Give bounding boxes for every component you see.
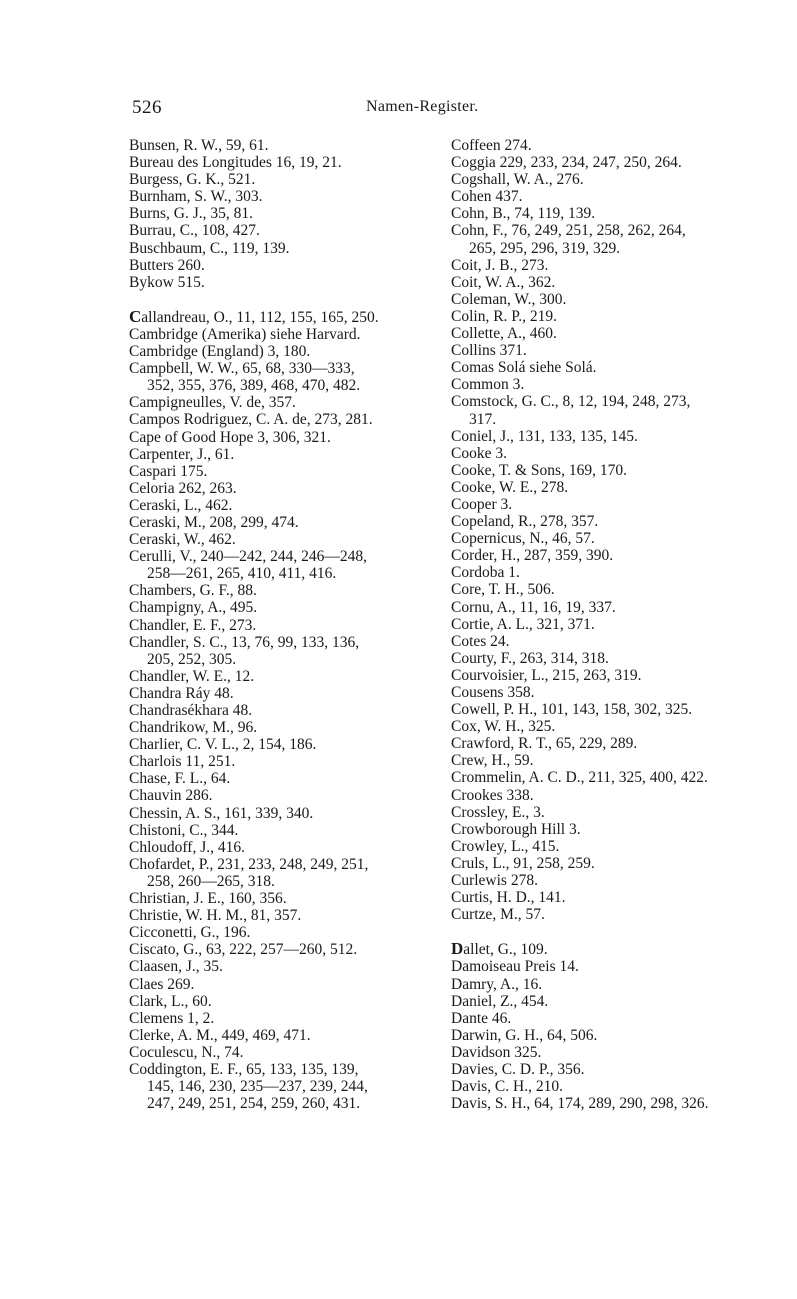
index-entry-line: Clemens 1, 2. — [129, 1009, 215, 1027]
section-initial: C — [129, 306, 142, 326]
index-entry-line: Bykow 515. — [129, 273, 205, 291]
index-entry-line: Davies, C. D. P., 356. — [451, 1060, 585, 1078]
index-entry — [451, 1044, 766, 1061]
index-entry — [451, 222, 766, 256]
index-entry-line: 265, 295, 296, 319, 329. — [469, 239, 621, 257]
index-entry-line: Cortie, A. L., 321, 371. — [451, 615, 595, 633]
index-entry — [129, 634, 444, 668]
index-entry — [451, 154, 766, 171]
index-entry — [451, 769, 766, 786]
index-entry-line: Curtis, H. D., 141. — [451, 889, 566, 907]
index-entry — [129, 531, 444, 548]
index-entry-line: Cordoba 1. — [451, 564, 520, 582]
index-entry — [451, 1078, 766, 1095]
index-entry-line: Claasen, J., 35. — [129, 958, 223, 976]
index-entry — [129, 1027, 444, 1044]
index-entry — [129, 856, 444, 890]
index-entry-line: Campigneulles, V. de, 357. — [129, 394, 296, 412]
index-entry — [451, 906, 766, 923]
index-entry — [129, 188, 444, 205]
index-entry-line: Chandra Ráy 48. — [129, 684, 234, 702]
index-entry — [129, 941, 444, 958]
index-entry — [129, 394, 444, 411]
index-entry-line: Courty, F., 263, 314, 318. — [451, 649, 609, 667]
index-entry — [451, 1010, 766, 1027]
index-entry — [451, 479, 766, 496]
index-entry — [129, 736, 444, 753]
index-entry-line: Caspari 175. — [129, 462, 208, 480]
index-entry-line: Cicconetti, G., 196. — [129, 924, 251, 942]
index-entry-line: Ceraski, W., 462. — [129, 531, 236, 549]
index-entry-line: Davis, S. H., 64, 174, 289, 290, 298, 326. — [451, 1095, 709, 1113]
index-entry-line: Chandrikow, M., 96. — [129, 719, 258, 737]
index-entry-line: Bunsen, R. W., 59, 61. — [129, 137, 269, 154]
index-entry-line: Charlier, C. V. L., 2, 154, 186. — [129, 736, 317, 754]
index-entry — [129, 343, 444, 360]
index-entry — [129, 890, 444, 907]
index-entry — [129, 308, 444, 326]
index-entry-line: Champigny, A., 495. — [129, 599, 258, 617]
index-entry-line: Common 3. — [451, 376, 525, 394]
index-entry-line: Cohn, B., 74, 119, 139. — [451, 205, 596, 223]
index-entry — [129, 668, 444, 685]
index-entry — [129, 1010, 444, 1027]
index-entry-line: Cape of Good Hope 3, 306, 321. — [129, 428, 331, 446]
index-entry-line: Cambridge (Amerika) siehe Harvard. — [129, 325, 361, 343]
index-entry-line: Crawford, R. T., 65, 229, 289. — [451, 735, 638, 753]
index-entry — [129, 1044, 444, 1061]
index-entry-line: Campos Rodriguez, C. A. de, 273, 281. — [129, 411, 373, 429]
index-entry — [451, 137, 766, 154]
index-entry — [129, 548, 444, 582]
index-entry-line: Chofardet, P., 231, 233, 248, 249, 251, — [129, 855, 369, 873]
index-entry-line: Davis, C. H., 210. — [451, 1078, 563, 1096]
index-entry-line: 317. — [469, 410, 497, 428]
index-entry — [129, 617, 444, 634]
index-entry — [129, 993, 444, 1010]
index-entry-line: Dallet, G., 109. — [451, 939, 548, 959]
index-entry-line: Chessin, A. S., 161, 339, 340. — [129, 804, 314, 822]
index-entry — [451, 513, 766, 530]
index-entry — [451, 342, 766, 359]
index-entry-line: Ceraski, L., 462. — [129, 496, 233, 514]
index-entry — [451, 393, 766, 427]
index-entry-line: Cohn, F., 76, 249, 251, 258, 262, 264, — [451, 222, 686, 240]
index-entry-line: Charlois 11, 251. — [129, 753, 236, 771]
index-entry-line: Courvoisier, L., 215, 263, 319. — [451, 666, 642, 684]
running-head: Namen-Register. — [366, 98, 479, 115]
index-entry — [451, 958, 766, 975]
index-entry-line: Ciscato, G., 63, 222, 257—260, 512. — [129, 941, 358, 959]
index-entry-line: Copeland, R., 278, 357. — [451, 513, 599, 531]
index-entry-line: 258—261, 265, 410, 411, 416. — [147, 565, 337, 583]
index-entry-line: Coleman, W., 300. — [451, 290, 567, 308]
index-entry-line: Chandler, E. F., 273. — [129, 616, 257, 634]
index-entry — [451, 359, 766, 376]
index-entry-line: Butters 260. — [129, 256, 205, 274]
index-entry — [129, 685, 444, 702]
index-entry — [129, 360, 444, 394]
index-entry — [451, 257, 766, 274]
index-entry — [129, 1061, 444, 1112]
index-entry — [451, 940, 766, 958]
index-entry-line: Crossley, E., 3. — [451, 803, 545, 821]
index-column-right — [451, 137, 766, 1112]
index-entry-line: Burnham, S. W., 303. — [129, 188, 263, 206]
index-entry-line: Cerulli, V., 240—242, 244, 246—248, — [129, 548, 367, 566]
index-entry — [451, 718, 766, 735]
index-entry — [451, 547, 766, 564]
index-entry — [451, 171, 766, 188]
page-number: 526 — [132, 97, 162, 118]
index-entry — [451, 650, 766, 667]
index-entry-line: Clerke, A. M., 449, 469, 471. — [129, 1026, 311, 1044]
index-entry-line: Coffeen 274. — [451, 137, 532, 154]
index-entry — [451, 581, 766, 598]
index-entry-line: Colin, R. P., 219. — [451, 307, 557, 325]
index-entry-line: Damoiseau Preis 14. — [451, 958, 579, 976]
index-entry — [451, 188, 766, 205]
index-entry — [451, 993, 766, 1010]
index-entry — [451, 1027, 766, 1044]
index-entry-line: Dante 46. — [451, 1009, 512, 1027]
index-entry-line: Coculescu, N., 74. — [129, 1043, 244, 1061]
index-entry-line: Coniel, J., 131, 133, 135, 145. — [451, 427, 638, 445]
index-entry-line: Claes 269. — [129, 975, 195, 993]
index-entry-line: Coit, J. B., 273. — [451, 256, 549, 274]
index-entry — [451, 889, 766, 906]
index-entry-line: Burgess, G. K., 521. — [129, 171, 256, 189]
index-entry — [451, 804, 766, 821]
index-entry — [451, 291, 766, 308]
index-entry-line: Chambers, G. F., 88. — [129, 582, 257, 600]
index-entry-line: Cotes 24. — [451, 632, 510, 650]
index-entry-line: Cogshall, W. A., 276. — [451, 171, 584, 189]
index-entry — [129, 446, 444, 463]
index-entry-line: Cousens 358. — [451, 684, 535, 701]
index-entry — [451, 599, 766, 616]
index-entry — [451, 428, 766, 445]
index-entry — [129, 240, 444, 257]
index-entry — [129, 463, 444, 480]
index-entry — [451, 787, 766, 804]
index-entry — [129, 222, 444, 239]
index-entry-line: Campbell, W. W., 65, 68, 330—333, — [129, 360, 355, 378]
index-entry — [451, 701, 766, 718]
index-entry-line: Damry, A., 16. — [451, 975, 543, 993]
index-entry — [451, 564, 766, 581]
index-entry — [451, 462, 766, 479]
index-entry — [451, 667, 766, 684]
index-entry-line: 247, 249, 251, 254, 259, 260, 431. — [147, 1095, 361, 1113]
index-entry-line: Cooke, T. & Sons, 169, 170. — [451, 461, 627, 479]
index-entry-line: Copernicus, N., 46, 57. — [451, 530, 595, 548]
index-entry — [129, 787, 444, 804]
index-entry — [451, 445, 766, 462]
index-entry-line: Core, T. H., 506. — [451, 581, 555, 599]
index-entry — [129, 411, 444, 428]
section-gap — [129, 291, 444, 308]
index-entry-line: Crookes 338. — [451, 786, 534, 804]
index-entry — [451, 1095, 766, 1112]
index-entry — [451, 376, 766, 393]
index-entry-line: Celoria 262, 263. — [129, 479, 237, 497]
index-entry-line: Cowell, P. H., 101, 143, 158, 302, 325. — [451, 701, 693, 719]
index-entry-line: Collette, A., 460. — [451, 325, 557, 343]
index-entry-line: Chase, F. L., 64. — [129, 770, 231, 788]
index-entry-line: Chauvin 286. — [129, 787, 213, 805]
index-entry — [129, 137, 444, 154]
index-entry — [129, 753, 444, 770]
index-entry-line: Cambridge (England) 3, 180. — [129, 343, 311, 361]
index-entry-line: 145, 146, 230, 235—237, 239, 244, — [147, 1078, 368, 1096]
index-entry-line: Curtze, M., 57. — [451, 906, 545, 924]
index-entry — [451, 530, 766, 547]
index-entry — [451, 1061, 766, 1078]
index-entry — [451, 616, 766, 633]
index-entry — [129, 805, 444, 822]
index-entry — [129, 429, 444, 446]
index-entry — [129, 958, 444, 975]
index-entry-line: Bureau des Longitudes 16, 19, 21. — [129, 154, 342, 172]
index-entry — [129, 582, 444, 599]
index-entry — [129, 770, 444, 787]
index-column-left — [129, 137, 444, 1112]
index-entry — [451, 735, 766, 752]
index-entry — [129, 924, 444, 941]
index-entry-line: 258, 260—265, 318. — [147, 872, 275, 890]
index-entry-line: Chistoni, C., 344. — [129, 821, 239, 839]
index-entry — [129, 257, 444, 274]
index-entry-line: Cornu, A., 11, 16, 19, 337. — [451, 598, 616, 616]
index-entry — [451, 308, 766, 325]
index-entry-line: Darwin, G. H., 64, 506. — [451, 1026, 598, 1044]
index-entry — [451, 633, 766, 650]
index-entry-line: Cohen 437. — [451, 188, 523, 206]
index-entry — [451, 496, 766, 513]
index-entry-line: Crowley, L., 415. — [451, 837, 560, 855]
section-gap — [451, 923, 766, 940]
index-entry — [129, 839, 444, 856]
index-entry — [129, 205, 444, 222]
section-initial: D — [451, 939, 464, 959]
index-entry — [129, 326, 444, 343]
index-entry-line: Buschbaum, C., 119, 139. — [129, 239, 290, 257]
index-entry — [451, 684, 766, 701]
index-entry — [129, 497, 444, 514]
index-entry-line: Callandreau, O., 11, 112, 155, 165, 250. — [129, 306, 379, 326]
index-entry — [451, 205, 766, 222]
index-entry — [451, 855, 766, 872]
index-entry-line: Curlewis 278. — [451, 872, 538, 890]
index-entry — [129, 702, 444, 719]
index-entry-line: Davidson 325. — [451, 1043, 542, 1061]
index-entry-line: Christian, J. E., 160, 356. — [129, 890, 287, 908]
index-entry-line: Coggia 229, 233, 234, 247, 250, 264. — [451, 154, 682, 172]
index-entry — [451, 872, 766, 889]
index-entry — [451, 821, 766, 838]
index-entry-line: Daniel, Z., 454. — [451, 992, 549, 1010]
index-entry-line: Crew, H., 59. — [451, 752, 534, 770]
index-entry — [129, 514, 444, 531]
index-entry-line: Comas Solá siehe Solá. — [451, 359, 597, 377]
index-entry-line: Burrau, C., 108, 427. — [129, 222, 260, 240]
index-entry-line: Carpenter, J., 61. — [129, 445, 235, 463]
index-entry — [451, 838, 766, 855]
index-entry-line: Comstock, G. C., 8, 12, 194, 248, 273, — [451, 393, 691, 411]
index-entry-line: Cruls, L., 91, 258, 259. — [451, 854, 595, 872]
index-entry-line: Christie, W. H. M., 81, 357. — [129, 907, 302, 925]
index-entry — [451, 752, 766, 769]
index-entry-line: Crowborough Hill 3. — [451, 820, 581, 838]
index-entry-line: Chandrasékhara 48. — [129, 702, 253, 719]
index-entry — [451, 274, 766, 291]
index-entry — [129, 154, 444, 171]
index-entry-line: Coddington, E. F., 65, 133, 135, 139, — [129, 1060, 359, 1078]
index-entry-line: Corder, H., 287, 359, 390. — [451, 547, 614, 565]
index-entry-line: Cooke 3. — [451, 444, 507, 462]
index-entry-line: Cooke, W. E., 278. — [451, 478, 569, 496]
index-entry — [129, 719, 444, 736]
index-entry — [129, 822, 444, 839]
index-entry-line: Collins 371. — [451, 342, 527, 360]
index-entry — [129, 480, 444, 497]
index-entry-line: Crommelin, A. C. D., 211, 325, 400, 422. — [451, 769, 708, 787]
index-entry — [129, 171, 444, 188]
index-entry — [129, 907, 444, 924]
index-entry-line: Ceraski, M., 208, 299, 474. — [129, 513, 299, 531]
index-entry-line: Cooper 3. — [451, 495, 513, 513]
index-entry-line: Chandler, S. C., 13, 76, 99, 133, 136, — [129, 633, 360, 651]
index-entry-line: Coit, W. A., 362. — [451, 273, 556, 291]
index-entry — [451, 976, 766, 993]
index-entry — [451, 325, 766, 342]
index-entry-line: 352, 355, 376, 389, 468, 470, 482. — [147, 377, 361, 395]
index-entry-line: Chandler, W. E., 12. — [129, 667, 255, 685]
index-entry-line: Chloudoff, J., 416. — [129, 838, 245, 856]
index-entry-line: Cox, W. H., 325. — [451, 718, 556, 736]
index-entry — [129, 599, 444, 616]
index-entry-line: Burns, G. J., 35, 81. — [129, 205, 254, 223]
index-entry — [129, 976, 444, 993]
index-entry-line: 205, 252, 305. — [147, 650, 237, 668]
index-entry — [129, 274, 444, 291]
index-entry-line: Clark, L., 60. — [129, 992, 212, 1010]
